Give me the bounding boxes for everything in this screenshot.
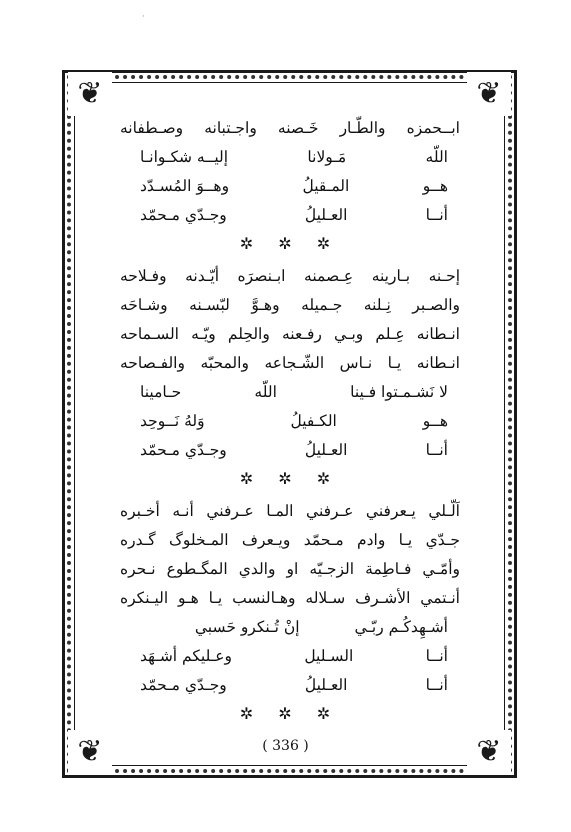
refrain-line [120,378,460,407]
refrain-part: هــو [422,412,448,430]
refrain-line [120,642,460,671]
refrain-part: لا نَشـمـتوا فـينا [350,383,448,401]
refrain-part: هــو [422,177,448,195]
verse-line: جـدّي يـا وادم مـحمّد ويـعرف المـخلوگ گـدره [120,531,460,549]
floral-ornament-icon: ❦ [68,72,112,116]
page-number: ( 336 ) [262,738,309,754]
refrain-part: وَلهُ نَــوحِد [140,412,205,430]
floral-ornament-icon: ❦ [68,730,112,774]
refrain-part: حـامينا [140,383,182,401]
verse-line: اَلّـلي يـعرفني عـرفني المـا عـرفني أنـه أخـبره [120,502,460,520]
refrain-part: أنــا [425,206,448,224]
floral-ornament-icon: ❦ [467,730,511,774]
refrain-part: المـقيلُ [302,177,350,195]
floral-ornament-icon: ❦ [467,72,511,116]
star-divider: ✲ ✲ ✲ [239,234,341,253]
refrain-part: أنــا [425,676,448,694]
refrain-part: إليــه شكـوانـا [140,148,229,166]
verse-line: وأمّـي فـاطِمة الزجـيّه او والدي المگـطوع نـحره [120,560,460,578]
verse-line: أنـتمي الأشـرف سـلاله وهـالنسب يـا هـو اليـنكره [120,589,460,607]
refrain-part: أشـهِدكُـم ربّـي [354,618,448,636]
poem-body [120,114,460,728]
refrain-part: وعـليكم أشـهَد [140,647,233,665]
refrain-part: العـليلُ [304,676,348,694]
refrain-part: مَـولانا [307,148,347,166]
star-divider: ✲ ✲ ✲ [239,469,341,488]
refrain-line [120,671,460,700]
refrain-part: وجـدّي مـحمّد [140,676,227,694]
refrain-line [120,613,460,642]
refrain-part: وجـدّي مـحمّد [140,441,227,459]
refrain-part: وجـدّي مـحمّد [140,206,227,224]
refrain-part: اللّه [425,148,448,166]
verse-line: انـطانه يـا نـاس الشّـجاعه والمحبّه والفـصاحه [120,354,460,372]
refrain-line [120,143,460,172]
verse-line: انـطانه عِـلم وبـي رفـعنه والحِلم ويّـه السـماحه [120,325,460,343]
refrain-line [120,201,460,230]
refrain-part: السـليل [304,647,354,665]
verse-line: والصـبر نِـلنه جـميله وهـوَّ لبّسـنه وشـاحَه [120,296,460,314]
star-divider: ✲ ✲ ✲ [239,704,341,723]
refrain-part: أنــا [425,441,448,459]
margin-mark: · [142,12,145,21]
refrain-part: أنــا [425,647,448,665]
verse-line: ابــحمزه والطّـار خَـصنه واجـتبانه وصـطفانه [120,119,460,137]
refrain-part: اللّه [254,383,277,401]
refrain-part: إنْ تُـنكرو حَسبي [194,618,300,636]
refrain-part: وهــوَ المُسـدّد [140,177,230,195]
refrain-part: العـليلُ [304,206,348,224]
refrain-line [120,172,460,201]
refrain-part: الكـفيلُ [290,412,337,430]
refrain-part: العـليلُ [304,441,348,459]
refrain-line [120,436,460,465]
verse-line: إحـنه بـارينه عِـصمنه ابـنصرَه أيّـدنه وفـلاحه [120,267,460,285]
refrain-line [120,407,460,436]
